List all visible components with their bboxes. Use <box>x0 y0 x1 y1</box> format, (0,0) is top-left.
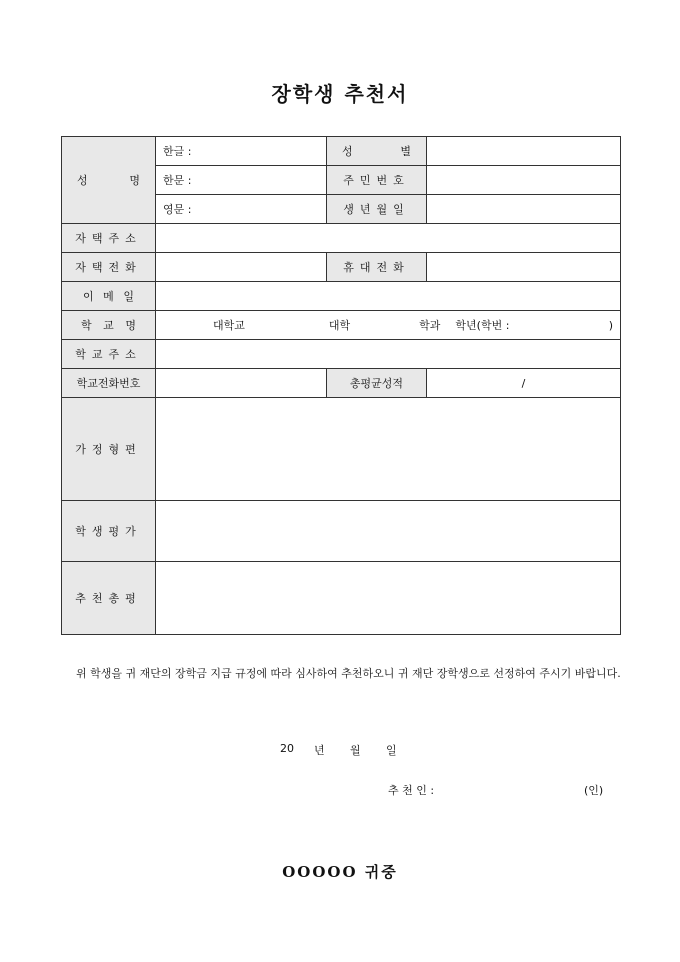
student-evaluation-label: 학생평가 <box>62 501 156 562</box>
mobile-phone-label: 휴대전화 <box>327 253 427 282</box>
home-phone-field[interactable] <box>156 253 327 282</box>
document-title: 장학생 추천서 <box>271 82 409 106</box>
recommendation-statement: 위 학생을 귀 재단의 장학금 지급 규정에 따라 심사하여 추천하오니 귀 재단 장학생으로 선정하여 주시기 바랍니다. <box>76 667 621 680</box>
resident-number-label: 주민번호 <box>327 166 427 195</box>
name-english-field[interactable]: 영문 : <box>156 195 327 224</box>
school-college-text: 대학 <box>328 319 351 332</box>
recommendation-summary-field[interactable] <box>156 562 621 635</box>
date-year-label: 년 <box>314 744 325 757</box>
resident-number-field[interactable] <box>427 166 621 195</box>
school-address-field[interactable] <box>156 340 621 369</box>
gpa-field[interactable]: / <box>427 369 621 398</box>
email-field[interactable] <box>156 282 621 311</box>
name-korean-field[interactable]: 한글 : <box>156 137 327 166</box>
date-day-label: 일 <box>386 744 397 757</box>
seal-mark: (인) <box>584 784 604 797</box>
gender-field[interactable] <box>427 137 621 166</box>
home-address-field[interactable] <box>156 224 621 253</box>
school-close-paren: ) <box>608 318 613 332</box>
name-label: 성 명 <box>62 137 156 224</box>
gpa-label: 총평균성적 <box>327 369 427 398</box>
school-phone-label: 학교전화번호 <box>62 369 156 398</box>
recommendation-summary-label: 추천총평 <box>62 562 156 635</box>
mobile-phone-field[interactable] <box>427 253 621 282</box>
birthdate-label: 생년월일 <box>327 195 427 224</box>
date-month-label: 월 <box>350 744 361 757</box>
birthdate-field[interactable] <box>427 195 621 224</box>
recommendation-form <box>61 136 621 635</box>
family-situation-field[interactable] <box>156 398 621 501</box>
email-label: 이 메 일 <box>62 282 156 311</box>
date-year-prefix: 20 <box>280 742 294 755</box>
school-phone-field[interactable] <box>156 369 327 398</box>
name-hanja-field[interactable]: 한문 : <box>156 166 327 195</box>
addressee: OOOOO 귀중 <box>282 863 398 881</box>
recommender-label: 추 천 인 : <box>388 784 435 797</box>
family-situation-label: 가정형편 <box>62 398 156 501</box>
school-university-text: 대학교 <box>213 319 245 332</box>
school-name-label: 학 교 명 <box>62 311 156 340</box>
gender-label: 성 별 <box>327 137 427 166</box>
student-evaluation-field[interactable] <box>156 501 621 562</box>
school-year-text: 학년(학번 : <box>455 319 510 332</box>
home-phone-label: 자택전화 <box>62 253 156 282</box>
school-department-text: 학과 <box>419 319 441 332</box>
school-address-label: 학교주소 <box>62 340 156 369</box>
home-address-label: 자택주소 <box>62 224 156 253</box>
school-name-field[interactable] <box>156 311 621 340</box>
